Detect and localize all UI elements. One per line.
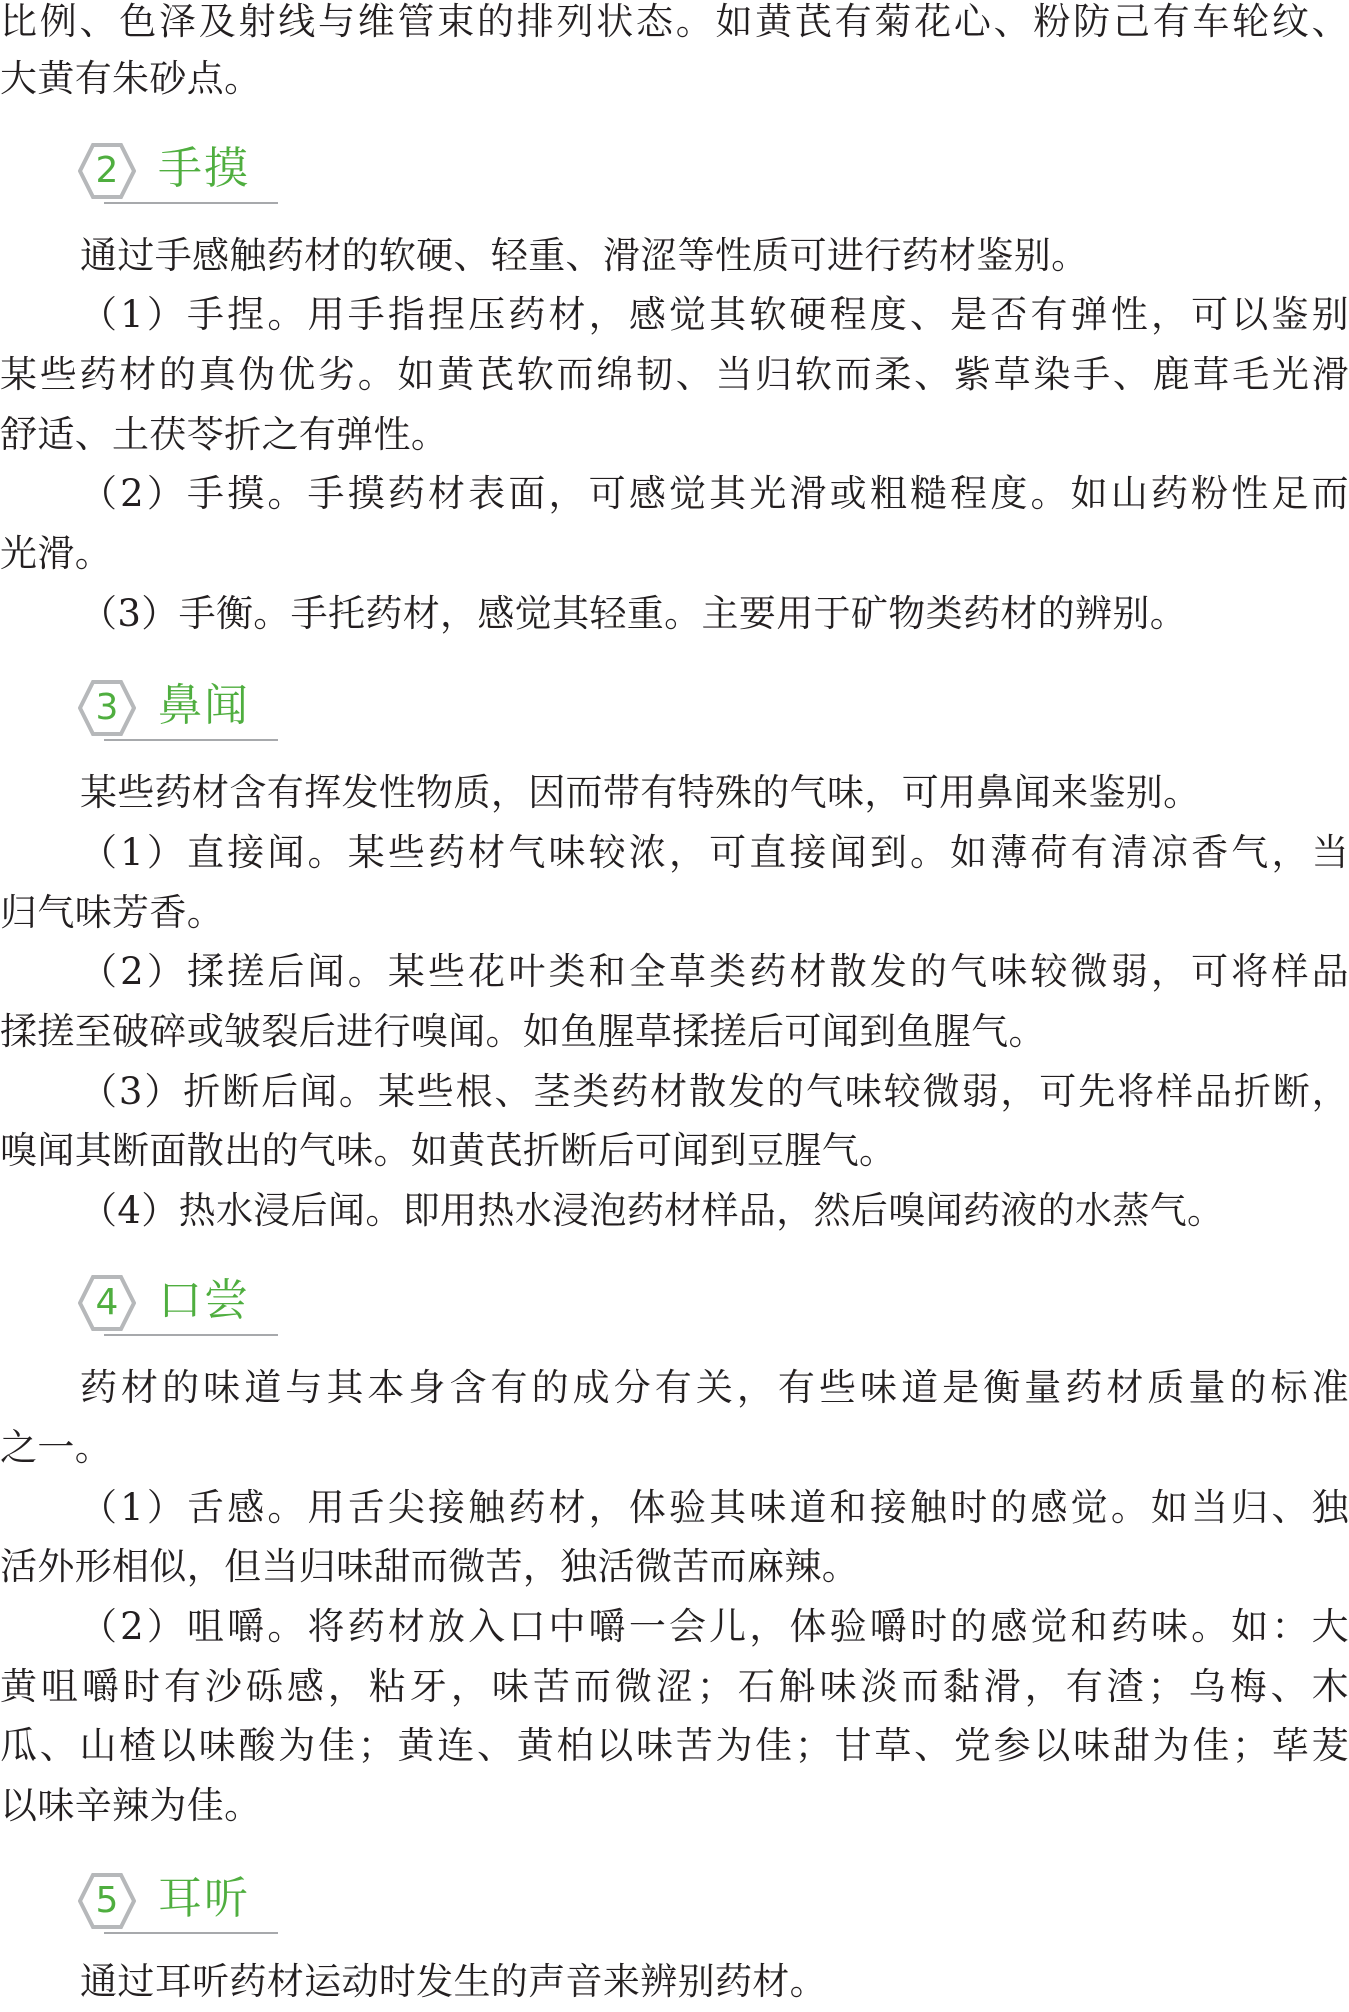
paragraph-line: 某些药材的真伪优劣。如黄芪软而绵韧、当归软而柔、紫草染手、鹿茸毛光滑 bbox=[0, 353, 1349, 396]
paragraph-line: 之一。 bbox=[0, 1426, 113, 1469]
section-title: 口尝 bbox=[158, 1275, 250, 1326]
paragraph-line: 揉搓至破碎或皱裂后进行嗅闻。如鱼腥草揉搓后可闻到鱼腥气。 bbox=[0, 1010, 1046, 1053]
section-heading-3 bbox=[78, 673, 278, 745]
number-badge bbox=[78, 1274, 136, 1332]
paragraph-line: 以味辛辣为佳。 bbox=[0, 1784, 262, 1827]
paragraph-line: 嗅闻其断面散出的气味。如黄芪折断后可闻到豆腥气。 bbox=[0, 1129, 897, 1172]
paragraph-line: 活外形相似，但当归味甜而微苦，独活微苦而麻辣。 bbox=[0, 1545, 860, 1588]
heading-underline bbox=[104, 202, 278, 204]
paragraph-line: 药材的味道与其本身含有的成分有关，有些味道是衡量药材质量的标准 bbox=[80, 1366, 1349, 1409]
heading-underline bbox=[104, 1334, 278, 1336]
section-title: 耳听 bbox=[158, 1873, 250, 1924]
paragraph-line: 光滑。 bbox=[0, 532, 113, 575]
heading-underline bbox=[104, 1932, 278, 1934]
paragraph-line: （2）揉搓后闻。某些花叶类和全草类药材散发的气味较微弱，可将样品 bbox=[80, 950, 1349, 993]
paragraph-line: 某些药材含有挥发性物质，因而带有特殊的气味，可用鼻闻来鉴别。 bbox=[80, 771, 1201, 814]
section-number: 3 bbox=[95, 687, 119, 728]
paragraph-line: （1）手捏。用手指捏压药材，感觉其软硬程度、是否有弹性，可以鉴别 bbox=[80, 293, 1349, 336]
number-badge bbox=[78, 142, 136, 200]
section-title: 鼻闻 bbox=[158, 680, 250, 731]
paragraph-line: （3）折断后闻。某些根、茎类药材散发的气味较微弱，可先将样品折断， bbox=[80, 1070, 1349, 1113]
section-heading-5 bbox=[78, 1866, 278, 1938]
number-badge bbox=[78, 1872, 136, 1930]
paragraph-line: （1）舌感。用舌尖接触药材，体验其味道和接触时的感觉。如当归、独 bbox=[80, 1486, 1349, 1529]
paragraph-line: （1）直接闻。某些药材气味较浓，可直接闻到。如薄荷有清凉香气，当 bbox=[80, 831, 1349, 874]
paragraph-line: 大黄有朱砂点。 bbox=[0, 57, 262, 100]
paragraph-line: 瓜、山楂以味酸为佳；黄连、黄柏以味苦为佳；甘草、党参以味甜为佳；荜茇 bbox=[0, 1724, 1349, 1767]
paragraph-line: 黄咀嚼时有沙砾感，粘牙，味苦而微涩；石斛味淡而黏滑，有渣；乌梅、木 bbox=[0, 1665, 1349, 1708]
section-number: 2 bbox=[95, 150, 119, 191]
paragraph-line: 舒适、土茯苓折之有弹性。 bbox=[0, 413, 449, 456]
paragraph-line: 通过手感触药材的软硬、轻重、滑涩等性质可进行药材鉴别。 bbox=[80, 234, 1089, 277]
section-title: 手摸 bbox=[158, 143, 250, 194]
section-number: 4 bbox=[95, 1282, 119, 1323]
heading-underline bbox=[104, 739, 278, 741]
paragraph-line: 归气味芳香。 bbox=[0, 891, 225, 934]
section-number: 5 bbox=[95, 1880, 119, 1921]
paragraph-line: （3）手衡。手托药材，感觉其轻重。主要用于矿物类药材的辨别。 bbox=[80, 592, 1188, 635]
paragraph-line: （2）手摸。手摸药材表面，可感觉其光滑或粗糙程度。如山药粉性足而 bbox=[80, 472, 1349, 515]
number-badge bbox=[78, 679, 136, 737]
section-heading-2 bbox=[78, 136, 278, 208]
section-heading-4 bbox=[78, 1268, 278, 1340]
paragraph-line: （2）咀嚼。将药材放入口中嚼一会儿，体验嚼时的感觉和药味。如：大 bbox=[80, 1605, 1349, 1648]
paragraph-line: （4）热水浸后闻。即用热水浸泡药材样品，然后嗅闻药液的水蒸气。 bbox=[80, 1189, 1225, 1232]
paragraph-line: 通过耳听药材运动时发生的声音来辨别药材。 bbox=[80, 1960, 827, 2003]
paragraph-line: 比例、色泽及射线与维管束的排列状态。如黄芪有菊花心、粉防己有车轮纹、 bbox=[0, 0, 1349, 43]
